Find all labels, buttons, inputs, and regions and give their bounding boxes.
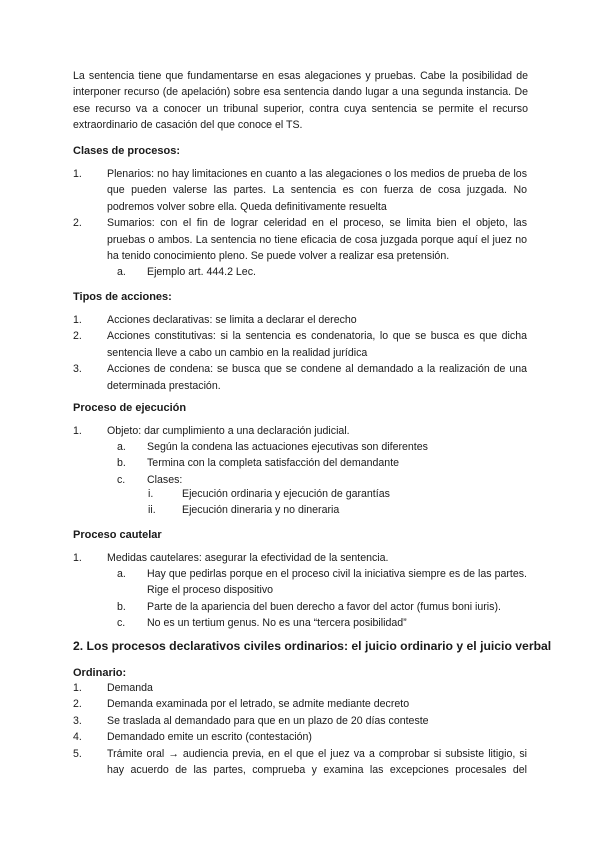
list-item [73, 713, 527, 729]
ejecucion-sublist [117, 439, 527, 488]
list-item [117, 566, 527, 599]
list-number: 1. [73, 425, 82, 437]
list-number: 5. [73, 747, 82, 760]
list-text: Parte de la apariencia del buen derecho a favor del actor (fumus boni iuris). [147, 600, 501, 613]
list-item [148, 486, 527, 502]
list-item [73, 696, 527, 712]
list-item [117, 599, 527, 615]
heading-clases-de-procesos: Clases de procesos: [73, 145, 180, 157]
intro-paragraph: La sentencia tiene que fundamentarse en esas alegaciones y pruebas. Cabe la posibilidad de interponer recurso (de apelación) sobre esa sentencia dando lugar a una segunda instancia. De ese recurso va a conocer un tribunal superior, contra cuya sentencia se permite el recurso extraordinario de casación del que conoce el TS. [73, 70, 528, 132]
list-item [73, 423, 527, 439]
list-item [117, 455, 527, 471]
list-number: 3. [73, 363, 82, 376]
list-text: No es un tertium genus. No es una “tercera posibilidad” [147, 617, 407, 630]
list-number: 4. [73, 731, 82, 744]
list-roman: i. [148, 488, 154, 500]
list-letter: c. [117, 617, 126, 630]
list-letter: a. [117, 568, 126, 580]
heading-proceso-de-ejecucion: Proceso de ejecución [73, 402, 187, 414]
list-text: Hay que pedirlas porque en el proceso civil la iniciativa siempre es de las partes. Rige el proceso dispositivo [147, 568, 527, 597]
list-number: 2. [73, 217, 82, 230]
list-letter: a. [117, 441, 126, 453]
list-text: Demanda examinada por el letrado, se admite mediante decreto [107, 698, 410, 711]
section-heading-procesos-declarativos: 2. Los procesos declarativos civiles ordinarios: el juicio ordinario y el juicio verbal [73, 639, 552, 653]
list-item [73, 746, 527, 779]
list-text: Sumarios: con el fin de lograr celeridad en el proceso, se limita bien el objeto, las pruebas o ambos. La sentencia no tiene eficacia de cosa juzgada porque aquí el juez no ha tenido conocimiento pleno. Se puede volver a realizar esa pretensión. [107, 217, 527, 263]
ejecucion-subsublist [148, 486, 527, 519]
list-text: Termina con la completa satisfacción del demandante [147, 457, 400, 470]
list-item [117, 264, 527, 280]
list-item [117, 615, 527, 631]
list-text: Ejemplo art. 444.2 Lec. [147, 266, 256, 278]
list-number: 1. [73, 682, 82, 694]
clases-list [73, 166, 527, 264]
cautelar-list [73, 550, 527, 566]
list-item [73, 729, 527, 745]
tipos-list [73, 312, 527, 394]
list-item [73, 166, 527, 215]
list-text: Ejecución dineraria y no dineraria [182, 504, 340, 517]
list-text: Ejecución ordinaria y ejecución de garantías [182, 488, 390, 500]
list-text: Demandado emite un escrito (contestación) [107, 731, 312, 744]
list-item [148, 502, 527, 518]
list-number: 1. [73, 552, 82, 564]
cautelar-sublist [117, 566, 527, 632]
list-number: 3. [73, 714, 82, 727]
clases-sublist [117, 264, 527, 280]
list-text: Trámite oral → audiencia previa, en el que el juez va a comprobar si subsiste litigio, si hay acuerdo de las partes, comprueba y examina las excepciones procesales del [107, 747, 527, 777]
list-item [73, 550, 527, 566]
list-number: 2. [73, 330, 82, 343]
list-item [117, 439, 527, 455]
list-letter: b. [117, 457, 126, 470]
ordinario-list [73, 680, 527, 778]
list-item [73, 361, 527, 394]
heading-tipos-de-acciones: Tipos de acciones: [73, 291, 172, 303]
list-item [73, 215, 527, 264]
list-text: Demanda [107, 682, 153, 694]
list-roman: ii. [148, 504, 156, 517]
list-number: 1. [73, 168, 82, 180]
list-text: Se traslada al demandado para que en un plazo de 20 días conteste [107, 714, 429, 727]
list-letter: a. [117, 266, 126, 278]
list-text: Acciones declarativas: se limita a declarar el derecho [107, 314, 357, 326]
heading-proceso-cautelar: Proceso cautelar [73, 529, 162, 541]
list-text: Plenarios: no hay limitaciones en cuanto a las alegaciones o los medios de prueba de los que pueden valerse las partes. La sentencia es con fuerza de cosa juzgada. No podremos volver sobre ella. Queda definitivamente resuelta [107, 168, 527, 213]
list-letter: b. [117, 600, 126, 613]
list-number: 2. [73, 698, 82, 711]
list-item [73, 680, 527, 696]
list-text: Acciones constitutivas: si la sentencia es condenatoria, lo que se busca es que dicha sentencia lleve a cabo un cambio en la realidad jurídica [107, 330, 527, 359]
list-text: Objeto: dar cumplimiento a una declaración judicial. [107, 425, 350, 437]
heading-ordinario: Ordinario: [73, 667, 127, 679]
list-item [73, 328, 527, 361]
list-letter: c. [117, 473, 126, 486]
ejecucion-list [73, 423, 527, 439]
list-text: Según la condena las actuaciones ejecutivas son diferentes [147, 441, 428, 453]
list-text: Medidas cautelares: asegurar la efectividad de la sentencia. [107, 552, 389, 564]
list-item [73, 312, 527, 328]
list-text: Clases: [147, 473, 183, 486]
list-number: 1. [73, 314, 82, 326]
list-text: Acciones de condena: se busca que se condene al demandado a la realización de una determinada prestación. [107, 363, 527, 392]
